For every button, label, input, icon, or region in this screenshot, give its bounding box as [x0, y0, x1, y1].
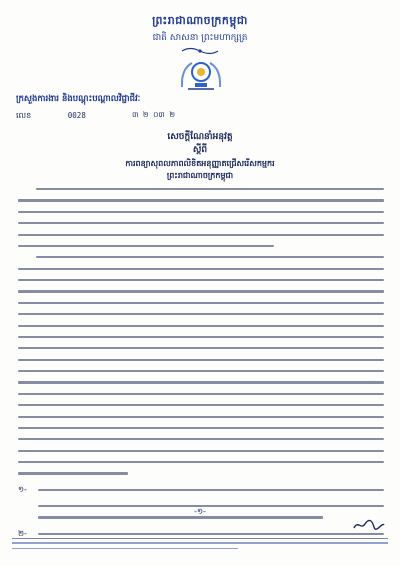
body-text-line [18, 381, 384, 383]
body-text-line [18, 450, 384, 452]
body-text-line [18, 313, 384, 315]
body-text-line [18, 199, 384, 201]
reference-line [16, 110, 386, 122]
body-text-line [38, 489, 384, 491]
body-text-line [18, 302, 384, 304]
signature-initials [352, 518, 386, 532]
body-text-line [38, 533, 384, 535]
body-text-line [18, 359, 384, 361]
body-text-line [18, 438, 384, 440]
body-text-line [18, 211, 384, 213]
page-number: -១- [194, 507, 206, 516]
reference-date: ៣ ២ ០៣ ២ [132, 110, 176, 119]
ministry-emblem-icon [178, 57, 224, 91]
ministry-name: ក្រសួងការងារ និងបណ្តុះបណ្តាលវិជ្ជាជីវៈ [16, 94, 141, 104]
subject-label: ស្តីពី [192, 145, 208, 155]
document-body [18, 188, 384, 549]
body-text-line [18, 245, 274, 247]
reference-number: 0028 [67, 111, 86, 120]
list-item [18, 484, 384, 496]
list-item-number: ២- [18, 528, 27, 538]
body-text-line [18, 325, 384, 327]
body-text-line [18, 461, 384, 463]
body-text-line [18, 234, 384, 236]
footer-text-line [12, 548, 238, 550]
footer-divider [12, 538, 388, 539]
body-text-line [18, 347, 384, 349]
body-text-line [18, 393, 384, 395]
body-text-line [18, 404, 384, 406]
body-text-line [18, 222, 384, 224]
body-text-line [18, 416, 384, 418]
body-text-line [18, 370, 384, 372]
list-item-number: ១- [18, 484, 27, 494]
document-type: សេចក្តីណែនាំអនុវត្ត [167, 132, 233, 142]
footer-text-line [12, 542, 388, 544]
footer-address [12, 542, 388, 553]
reference-label: លេខ [16, 111, 32, 120]
kingdom-heading: ព្រះរាជាណាចក្រកម្ពុជា [152, 14, 248, 27]
body-text-line [18, 336, 384, 338]
body-text-line [18, 279, 384, 281]
body-text-line [36, 188, 384, 190]
body-text-line [36, 256, 384, 258]
body-text-line [18, 472, 128, 474]
document-title-line-1: ការពន្យាសុពលភាពលិខិតអនុញ្ញាតជ្រើសរើសកម្មករ [125, 159, 275, 168]
body-text-line [18, 427, 384, 429]
body-text-line [18, 290, 384, 292]
document-title-line-2: ព្រះរាជាណាចក្រកម្ពុជា [166, 171, 234, 180]
body-text-line [18, 268, 384, 270]
national-motto: ជាតិ សាសនា ព្រះមហាក្សត្រ [152, 33, 248, 43]
ornament-divider-icon [180, 46, 220, 56]
